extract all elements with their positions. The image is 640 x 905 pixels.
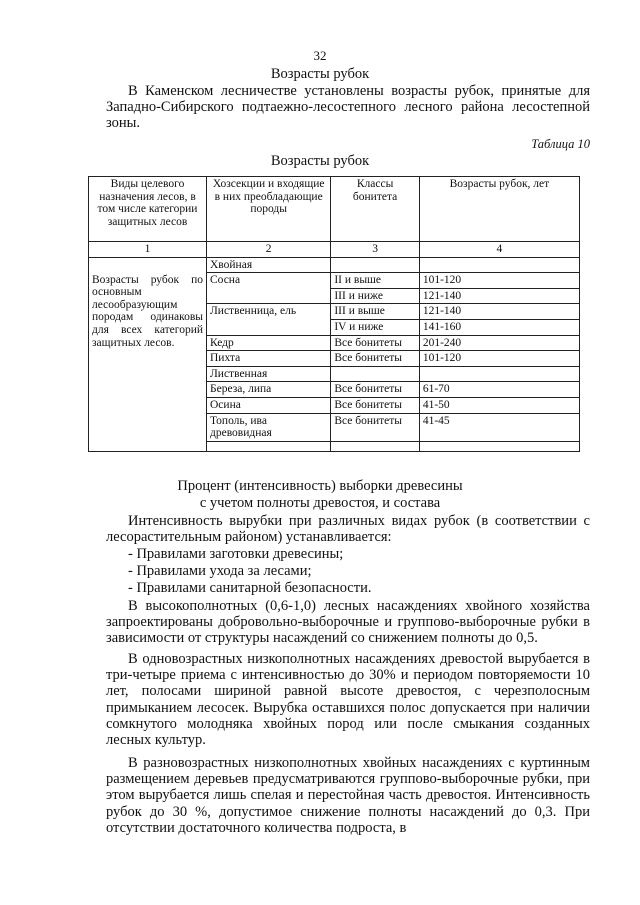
column-number: 3	[331, 242, 420, 258]
column-number: 4	[419, 242, 579, 258]
table-header-cell: Хозсекции и входящие в них преобладающие породы	[207, 177, 331, 242]
paragraph: Интенсивность вырубки при различных видах рубок (в соответствии с лесорастительным районом) устанавливается:	[106, 513, 590, 546]
age-cell: 101-120	[419, 351, 579, 367]
species-cell: Береза, липа	[207, 382, 331, 398]
age-cell: 121-140	[419, 288, 579, 304]
list-item: - Правилами заготовки древесины;	[128, 546, 344, 562]
table-number-row	[89, 242, 580, 258]
paragraph: В разновозрастных низкополнотных хвойных насаждениях с куртинным размещением деревьев предусматриваются группово-выборочные рубки, при этом вырубается лишь спелая и перестойная часть древостоя. Интенсивность рубок до 30 %, допустимое снижение полноты насаждений до 0,3. При отсутствии достаточного количества подроста, в	[106, 755, 590, 836]
cutting-ages-table	[88, 176, 580, 452]
species-cell: Лиственница, ель	[207, 304, 331, 335]
column-number: 2	[207, 242, 331, 258]
age-cell: 41-50	[419, 397, 579, 413]
age-cell: 121-140	[419, 304, 579, 320]
list-item: - Правилами ухода за лесами;	[128, 563, 312, 579]
table-header-row	[89, 177, 580, 242]
table-number: Таблица 10	[531, 137, 590, 151]
group-label: Хвойная	[207, 257, 331, 273]
intro-paragraph: В Каменском лесничестве установлены возрасты рубок, принятые для Западно-Сибирского подтаежно-лесостепного лесного района лесостепной зоны.	[106, 83, 590, 132]
column-number: 1	[89, 242, 207, 258]
bonitet-cell: Все бонитеты	[331, 382, 420, 398]
bonitet-cell: Все бонитеты	[331, 351, 420, 367]
species-cell: Осина	[207, 397, 331, 413]
table-header-cell: Виды целевого назначения лесов, в том числе категории защитных лесов	[89, 177, 207, 242]
table-row	[89, 273, 580, 289]
table-header-cell: Возрасты рубок, лет	[419, 177, 579, 242]
subheading: с учетом полноты древостоя, и состава	[199, 495, 441, 511]
age-cell: 101-120	[419, 273, 579, 289]
species-cell: Кедр	[207, 335, 331, 351]
bonitet-cell: Все бонитеты	[331, 413, 420, 441]
page-number: 32	[313, 48, 327, 63]
paragraph: В одновозрастных низкополнотных насаждениях древостой вырубается в три-четыре приема с интенсивностью до 30% и периодом повторяемости 10 лет, полосами шириной равной высоте древостоя, с черезполосным примыканием лесосек. Вырубка оставшихся полос допускается при наличии сомкнутого молодняка хвойных пород или после смыкания созданных лесных культур.	[106, 651, 590, 749]
bonitet-cell: Все бонитеты	[331, 397, 420, 413]
bonitet-cell: II и выше	[331, 273, 420, 289]
table-title: Возрасты рубок	[270, 153, 370, 169]
species-cell: Сосна	[207, 273, 331, 304]
table-header-cell: Классы бонитета	[331, 177, 420, 242]
age-cell: 201-240	[419, 335, 579, 351]
list-item: - Правилами санитарной безопасности.	[128, 580, 372, 596]
row-label: Возрасты рубок по основным лесообразующим породам одинаковы для всех категорий защитных лесов.	[89, 273, 207, 452]
section-heading: Возрасты рубок	[270, 66, 370, 82]
species-cell: Тополь, ива древовидная	[207, 413, 331, 441]
table-row	[89, 257, 580, 273]
age-cell: 141-160	[419, 319, 579, 335]
bonitet-cell: III и ниже	[331, 288, 420, 304]
bonitet-cell: III и выше	[331, 304, 420, 320]
paragraph: В высокополнотных (0,6-1,0) лесных насаждениях хвойного хозяйства запроектированы добровольно-выборочные и группово-выборочные рубки в зависимости от структуры насаждений со снижением полноты до 0,5.	[106, 598, 590, 647]
subheading: Процент (интенсивность) выборки древесины	[177, 478, 463, 494]
bonitet-cell: IV и ниже	[331, 319, 420, 335]
bonitet-cell: Все бонитеты	[331, 335, 420, 351]
age-cell: 61-70	[419, 382, 579, 398]
age-cell: 41-45	[419, 413, 579, 441]
species-cell: Пихта	[207, 351, 331, 367]
group-label: Лиственная	[207, 366, 331, 382]
